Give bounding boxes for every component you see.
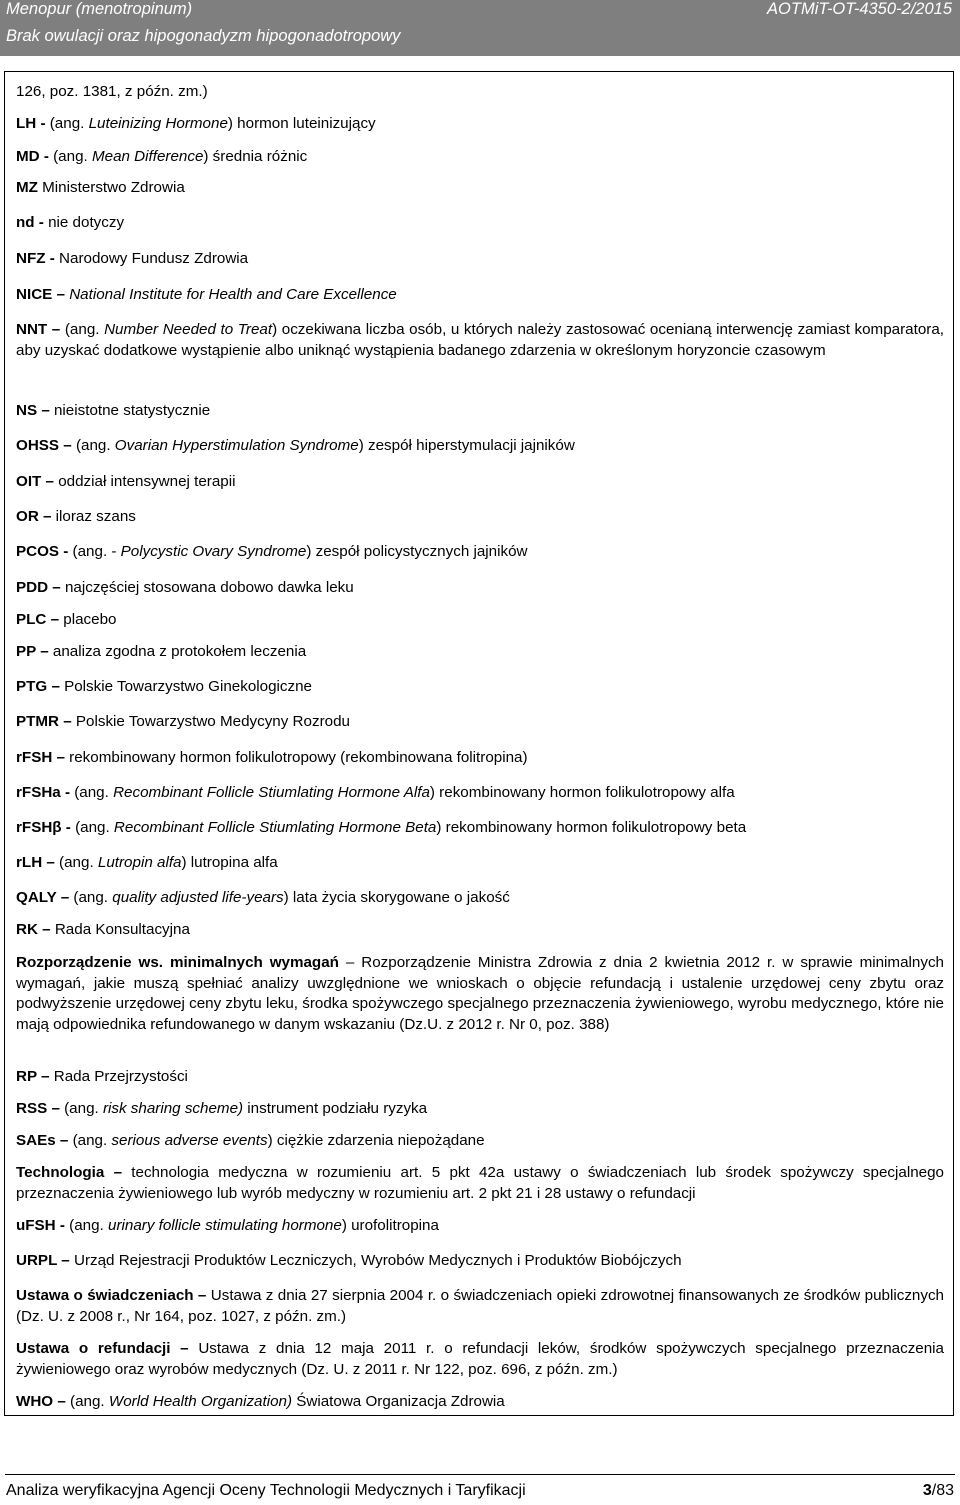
entry-pre: – Rozporządzenie Ministra Zdrowia z dnia 2 kwietnia 2012 r. w sprawie minimalnych wymagań, jakie muszą spełniać analizy uwzględnione we wnioskach o objęcie refundacją i ustalenie urzędowej ceny zbytu oraz podwyższenie urzędowej ceny zbytu leku, środka spożywczego specjalnego przeznaczenia żywieniowego, wyrobu medycznego, które nie mają odpowiednika refundowanego w danym wskazaniu (Dz.U. z 2012 r. Nr 0, poz. 388) xyxy=(16,954,944,1033)
abbreviation-entry xyxy=(16,285,944,306)
abbreviation-entry xyxy=(16,320,944,361)
page-number xyxy=(923,1482,954,1500)
entry-pre: Rada Konsultacyjna xyxy=(50,921,190,938)
entry-pre: nieistotne statystycznie xyxy=(49,402,211,419)
entry-rest: ) lata życia skorygowane o jakość xyxy=(283,889,510,906)
page-current: 3 xyxy=(922,1482,932,1499)
entry-pre: (ang. xyxy=(59,1100,103,1117)
abbreviation-entry xyxy=(16,712,944,733)
entry-term: rFSHβ - xyxy=(16,819,71,836)
entry-pre: Narodowy Fundusz Zdrowia xyxy=(54,250,249,267)
entry-term: nd - xyxy=(16,214,44,231)
entry-term: RSS – xyxy=(16,1100,60,1117)
entry-term: Ustawa o świadczeniach – xyxy=(16,1287,207,1304)
entry-pre: Urząd Rejestracji Produktów Leczniczych, Wyrobów Medycznych i Produktów Biobójczych xyxy=(69,1252,682,1269)
entry-term: OHSS – xyxy=(16,437,72,454)
abbreviation-entry xyxy=(16,610,944,631)
abbreviation-entry xyxy=(16,436,944,457)
abbreviation-entry xyxy=(16,1216,944,1237)
entry-term: QALY – xyxy=(16,889,70,906)
entry-term: rLH – xyxy=(16,854,55,871)
entry-term: NICE – xyxy=(16,286,65,303)
entry-pre: (ang. xyxy=(71,437,115,454)
entry-pre: analiza zgodna z protokołem leczenia xyxy=(48,643,307,660)
entry-rest: ) ciężkie zdarzenia niepożądane xyxy=(267,1132,485,1149)
entry-rest: ) hormon luteinizujący xyxy=(227,115,376,132)
entry-pre: (ang. xyxy=(69,889,113,906)
abbreviation-entry xyxy=(16,888,944,909)
entry-ital: Ovarian Hyperstimulation Syndrome xyxy=(114,437,359,454)
entry-pre: technologia medyczna w rozumieniu art. 5 pkt 42a ustawy o świadczeniach lub środek spożywczy specjalnego przeznaczenia żywieniowego lub wyrób medyczny w rozumieniu art. 2 pkt 21 i 28 ustawy o refundacji xyxy=(16,1164,944,1202)
entry-rest: ) rekombinowany hormon folikulotropowy beta xyxy=(436,819,747,836)
footer-rule xyxy=(5,1474,955,1476)
entry-term: Rozporządzenie ws. minimalnych wymagań xyxy=(16,954,339,971)
entry-term: PTG – xyxy=(16,678,60,695)
entry-rest: Światowa Organizacja Zdrowia xyxy=(292,1393,505,1410)
entry-pre: (ang. xyxy=(64,1217,108,1234)
abbreviation-entry xyxy=(16,542,944,563)
entry-ital: Recombinant Follicle Stiumlating Hormone Beta xyxy=(113,819,437,836)
entry-term: rFSH – xyxy=(16,749,65,766)
header-code: AOTMiT-OT-4350-2/2015 xyxy=(767,0,952,18)
abbreviation-entry xyxy=(16,213,944,234)
entry-ital: Polycystic Ovary Syndrome xyxy=(120,543,307,560)
abbreviation-entry xyxy=(16,748,944,769)
entry-pre: Ustawa z dnia 12 maja 2011 r. o refundacji leków, środków spożywczych specjalnego przeznaczenia żywieniowego oraz wyrobów medycznych (Dz. U. z 2011 r. Nr 122, poz. 696, z późn. zm.) xyxy=(16,1340,944,1378)
entry-term: PDD – xyxy=(16,579,61,596)
entry-ital: urinary follicle stimulating hormone xyxy=(108,1217,342,1234)
entry-pre: iloraz szans xyxy=(51,508,136,525)
entry-ital: Luteinizing Hormone xyxy=(88,115,228,132)
abbreviation-entry xyxy=(16,953,944,1035)
entry-rest: ) lutropina alfa xyxy=(181,854,278,871)
entry-term: MZ xyxy=(16,179,38,196)
abbreviation-entry xyxy=(16,1286,944,1327)
abbreviation-entry xyxy=(16,114,944,135)
abbreviation-entry xyxy=(16,507,944,528)
entry-term: URPL – xyxy=(16,1252,70,1269)
entry-pre: (ang. xyxy=(45,115,89,132)
abbreviation-entry xyxy=(16,1339,944,1380)
entry-ital: risk sharing scheme) xyxy=(102,1100,244,1117)
abbreviation-entry xyxy=(16,249,944,270)
header-subtitle: Brak owulacji oraz hipogonadyzm hipogonadotropowy xyxy=(6,27,401,45)
abbreviation-entry xyxy=(16,1392,944,1413)
entry-term: NS – xyxy=(16,402,50,419)
entry-term: MD - xyxy=(16,148,49,165)
entry-ital: Number Needed to Treat xyxy=(104,321,273,338)
abbreviation-entry xyxy=(16,642,944,663)
entry-pre: (ang. xyxy=(65,1393,109,1410)
entry-pre: nie dotyczy xyxy=(43,214,125,231)
entry-ital: quality adjusted life-years xyxy=(112,889,284,906)
entry-term: RP – xyxy=(16,1068,50,1085)
entry-term: PLC – xyxy=(16,611,60,628)
entry-rest: 126, poz. 1381, z późn. zm.) xyxy=(16,83,208,100)
entry-pre: (ang. xyxy=(70,784,114,801)
abbreviation-entry xyxy=(16,1099,944,1120)
entry-pre: rekombinowany hormon folikulotropowy (rekombinowana folitropina) xyxy=(64,749,528,766)
entry-pre: (ang. xyxy=(70,819,114,836)
entry-pre: Polskie Towarzystwo Ginekologiczne xyxy=(59,678,313,695)
entry-term: LH - xyxy=(16,115,46,132)
entry-ital: National Institute for Health and Care Excellence xyxy=(69,286,397,303)
abbreviation-entry xyxy=(16,1131,944,1152)
footer-text: Analiza weryfikacyjna Agencji Oceny Technologii Medycznych i Taryfikacji xyxy=(6,1482,526,1499)
abbreviation-entry xyxy=(16,401,944,422)
entry-rest: ) urofolitropina xyxy=(341,1217,439,1234)
entry-term: PTMR – xyxy=(16,713,72,730)
entry-pre: Ministerstwo Zdrowia xyxy=(37,179,185,196)
abbreviation-entry xyxy=(16,472,944,493)
abbreviation-entry xyxy=(16,1067,944,1088)
entry-ital: Lutropin alfa xyxy=(97,854,182,871)
entry-ital: Recombinant Follicle Stiumlating Hormone Alfa xyxy=(113,784,430,801)
abbreviation-entry xyxy=(16,677,944,698)
abbreviation-entry xyxy=(16,178,944,199)
abbreviation-entry xyxy=(16,818,944,839)
entry-term: NNT – xyxy=(16,321,61,338)
entry-term: Ustawa o refundacji – xyxy=(16,1340,189,1357)
entry-pre: najczęściej stosowana dobowo dawka leku xyxy=(60,579,354,596)
abbreviation-entry xyxy=(16,920,944,941)
abbreviation-entry xyxy=(16,783,944,804)
entry-pre: (ang. xyxy=(68,1132,112,1149)
entry-pre: Ustawa z dnia 27 sierpnia 2004 r. o świadczeniach opieki zdrowotnej finansowanych ze środków publicznych (Dz. U. z 2008 r., Nr 164, poz. 1027, z późn. zm.) xyxy=(16,1287,945,1325)
entry-ital: serious adverse events xyxy=(111,1132,268,1149)
entry-pre: (ang. xyxy=(48,148,92,165)
abbreviation-entry xyxy=(16,147,944,168)
entry-term: PP – xyxy=(16,643,49,660)
entry-term: OIT – xyxy=(16,473,54,490)
abbreviation-entry xyxy=(16,1251,944,1272)
entry-term: PCOS - xyxy=(16,543,69,560)
entry-term: NFZ - xyxy=(16,250,55,267)
abbreviation-entry xyxy=(16,82,944,103)
entry-term: rFSHa - xyxy=(16,784,71,801)
entry-pre: Polskie Towarzystwo Medycyny Rozrodu xyxy=(71,713,350,730)
entry-pre: (ang. - xyxy=(68,543,121,560)
entry-pre: (ang. xyxy=(60,321,105,338)
entry-ital: Mean Difference xyxy=(91,148,204,165)
entry-term: uFSH - xyxy=(16,1217,65,1234)
page-header xyxy=(0,0,960,56)
entry-rest: ) rekombinowany hormon folikulotropowy alfa xyxy=(429,784,735,801)
entry-term: WHO – xyxy=(16,1393,66,1410)
entry-rest: ) średnia różnic xyxy=(203,148,308,165)
abbreviation-entry xyxy=(16,853,944,874)
abbreviations-box xyxy=(4,71,954,1416)
entry-ital: World Health Organization) xyxy=(108,1393,293,1410)
entry-rest: ) oczekiwana liczba osób, u których należy zastosować ocenianą interwencję zamiast komparatora, aby uzyskać dodatkowe wystąpienie albo uniknąć wystąpienia badanego zdarzenia w określonym horyzoncie czasowym xyxy=(16,321,944,359)
entry-pre: oddział intensywnej terapii xyxy=(53,473,236,490)
entry-rest: ) zespół hiperstymulacji jajników xyxy=(358,437,575,454)
page-total: /83 xyxy=(931,1482,954,1499)
entry-term: RK – xyxy=(16,921,51,938)
abbreviation-entry xyxy=(16,1163,944,1204)
header-title: Menopur (menotropinum) xyxy=(6,0,193,18)
entry-pre: placebo xyxy=(59,611,117,628)
entry-term: Technologia – xyxy=(16,1164,123,1181)
abbreviation-entry xyxy=(16,578,944,599)
entry-rest: instrument podziału ryzyka xyxy=(243,1100,428,1117)
entry-rest: ) zespół policystycznych jajników xyxy=(306,543,528,560)
entry-pre: Rada Przejrzystości xyxy=(49,1068,188,1085)
entry-pre: (ang. xyxy=(54,854,98,871)
entry-term: SAEs – xyxy=(16,1132,69,1149)
entry-term: OR – xyxy=(16,508,52,525)
